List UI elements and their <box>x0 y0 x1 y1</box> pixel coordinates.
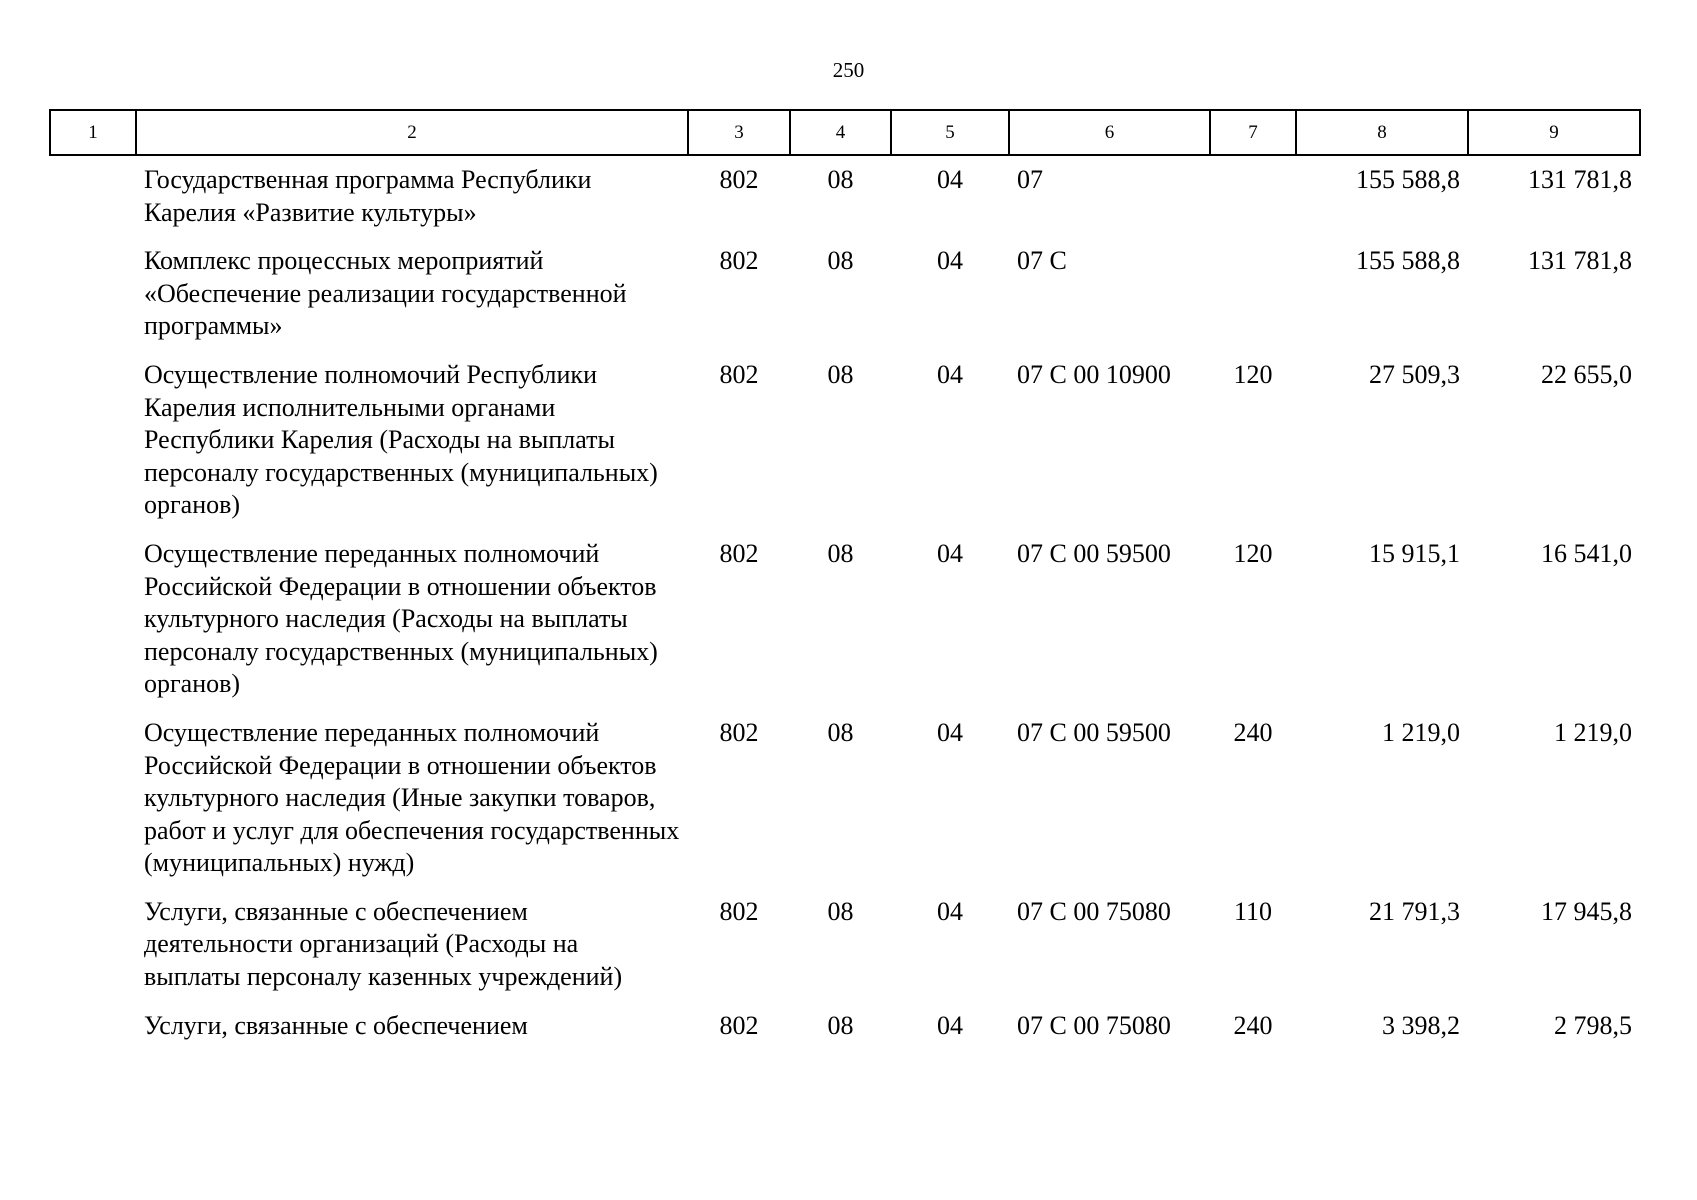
cell-col7: 120 <box>1233 538 1273 568</box>
cell-col1 <box>50 1010 136 1059</box>
table-row <box>50 896 1640 1010</box>
column-header-7: 7 <box>1210 110 1296 155</box>
cell-col1 <box>50 717 136 896</box>
cell-col7: 240 <box>1233 717 1273 747</box>
cell-name: Услуги, связанные с обеспечением <box>144 1010 528 1040</box>
table-row <box>50 717 1640 896</box>
column-header-3: 3 <box>688 110 790 155</box>
cell-col7: 110 <box>1233 896 1273 926</box>
cell-col4: 08 <box>827 165 854 194</box>
cell-col9: 22 655,0 <box>1541 359 1632 389</box>
table-row <box>50 245 1640 359</box>
column-header-6: 6 <box>1009 110 1210 155</box>
column-header-2: 2 <box>136 110 688 155</box>
cell-col8: 155 588,8 <box>1356 165 1460 194</box>
cell-col8: 155 588,8 <box>1356 246 1460 276</box>
table-row <box>50 359 1640 538</box>
cell-name: Комплекс процессных мероприятий «Обеспечение реализации государственной программы» <box>144 246 627 341</box>
cell-col5: 04 <box>937 717 963 747</box>
cell-col5: 04 <box>937 359 963 389</box>
cell-col5: 04 <box>937 538 963 568</box>
cell-col5: 04 <box>937 165 963 194</box>
cell-col6: 07 С 00 75080 <box>1017 896 1171 926</box>
cell-col9: 17 945,8 <box>1541 896 1632 926</box>
column-header-8: 8 <box>1296 110 1468 155</box>
table-row <box>50 538 1640 717</box>
cell-col8: 15 915,1 <box>1369 538 1460 568</box>
cell-col1 <box>50 896 136 1010</box>
cell-col8: 21 791,3 <box>1369 896 1460 926</box>
column-header-5: 5 <box>891 110 1009 155</box>
cell-col9: 131 781,8 <box>1528 165 1632 194</box>
cell-col5: 04 <box>937 896 963 926</box>
cell-col3: 802 <box>719 165 759 194</box>
cell-col1 <box>50 245 136 359</box>
cell-col7: 240 <box>1233 1010 1273 1040</box>
cell-name: Осуществление переданных полномочий Российской Федерации в отношении объектов культурного наследия (Расходы на выплаты персоналу государственных (муниципальных) органов) <box>144 538 658 699</box>
cell-col6: 07 С <box>1017 246 1067 276</box>
table-row <box>50 1010 1640 1059</box>
cell-col1 <box>50 359 136 538</box>
table-header-row <box>50 110 1640 155</box>
cell-col7 <box>1210 245 1296 359</box>
cell-name: Государственная программа Республики Карелия «Развитие культуры» <box>144 165 592 227</box>
cell-col3: 802 <box>719 359 759 389</box>
cell-col8: 3 398,2 <box>1382 1010 1460 1040</box>
cell-col9: 1 219,0 <box>1554 717 1632 747</box>
cell-name: Услуги, связанные с обеспечением деятельности организаций (Расходы на выплаты персоналу казенных учреждений) <box>144 896 623 992</box>
cell-col9: 131 781,8 <box>1528 246 1632 276</box>
table-row <box>50 155 1640 245</box>
cell-col3: 802 <box>719 1010 759 1040</box>
cell-col6: 07 С 00 75080 <box>1017 1010 1171 1040</box>
cell-col3: 802 <box>719 896 759 926</box>
cell-col9: 16 541,0 <box>1541 538 1632 568</box>
cell-col6: 07 С 00 10900 <box>1017 359 1171 389</box>
cell-col1 <box>50 155 136 245</box>
cell-col4: 08 <box>827 359 854 389</box>
cell-col4: 08 <box>827 538 854 568</box>
column-header-4: 4 <box>790 110 891 155</box>
cell-name: Осуществление переданных полномочий Российской Федерации в отношении объектов культурного наследия (Иные закупки товаров, работ и услуг для обеспечения государственных (муниципальных) нужд) <box>144 717 680 878</box>
cell-col7 <box>1210 155 1296 245</box>
cell-col5: 04 <box>937 246 963 276</box>
cell-col7: 120 <box>1233 359 1273 389</box>
cell-col5: 04 <box>937 1010 963 1040</box>
cell-col4: 08 <box>827 717 854 747</box>
cell-col6: 07 С 00 59500 <box>1017 717 1171 747</box>
cell-col6: 07 С 00 59500 <box>1017 538 1171 568</box>
cell-col4: 08 <box>827 1010 854 1040</box>
cell-col1 <box>50 538 136 717</box>
cell-col8: 1 219,0 <box>1382 717 1460 747</box>
budget-table <box>49 109 1641 1058</box>
cell-col8: 27 509,3 <box>1369 359 1460 389</box>
page-number: 250 <box>832 58 865 82</box>
cell-col4: 08 <box>827 896 854 926</box>
cell-col3: 802 <box>719 246 759 276</box>
cell-col3: 802 <box>719 538 759 568</box>
cell-col3: 802 <box>719 717 759 747</box>
cell-col4: 08 <box>827 246 854 276</box>
column-header-1: 1 <box>50 110 136 155</box>
column-header-9: 9 <box>1468 110 1640 155</box>
cell-col9: 2 798,5 <box>1554 1010 1632 1040</box>
cell-name: Осуществление полномочий Республики Карелия исполнительными органами Республики Карелия (Расходы на выплаты персоналу государственных (муниципальных) органов) <box>144 359 658 520</box>
cell-col6: 07 <box>1017 165 1043 194</box>
